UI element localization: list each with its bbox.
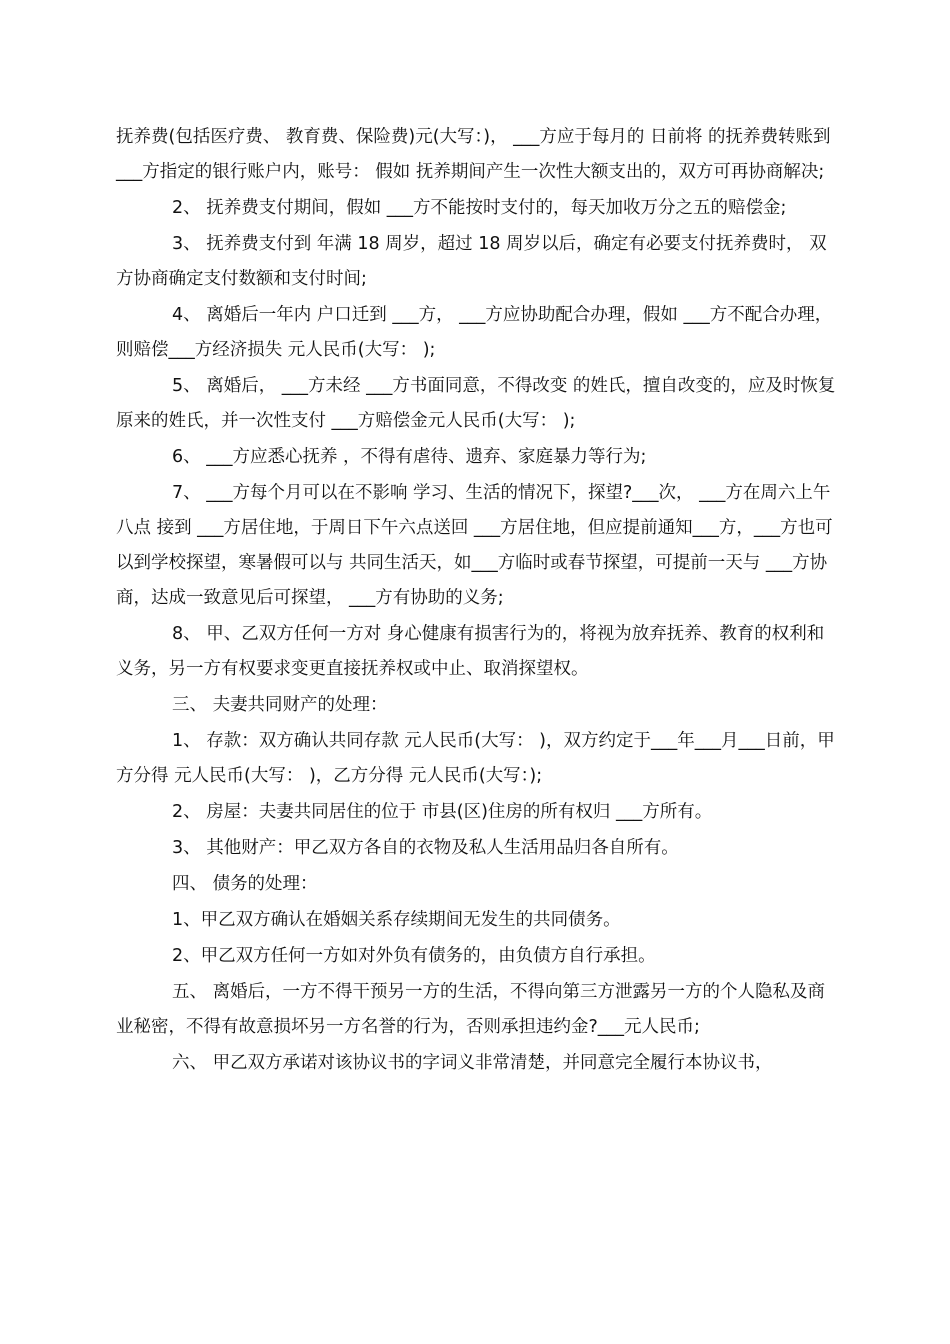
paragraph-clause-2-late-payment: 2、 抚养费支付期间，假如 ___方不能按时支付的，每天加收万分之五的赔偿金; [172, 198, 787, 218]
paragraph-clause-4-household-registration: 4、 离婚后一年内 户口迁到 ___方， ___方应协助配合办理，假如 ___方不配合办理，则赔偿___方经济损失 元人民币(大写： ); [116, 305, 833, 360]
section-commitment: 六、 甲乙双方承诺对该协议书的字词义非常清楚，并同意完全履行本协议书， [172, 1053, 773, 1073]
document-body [116, 120, 836, 1081]
paragraph-debts-joint: 1、甲乙双方确认在婚姻关系存续期间无发生的共同债务。 [172, 910, 621, 930]
paragraph-debts-individual: 2、甲乙双方任何一方如对外负有债务的，由负债方自行承担。 [172, 946, 656, 966]
paragraph-clause-6-care: 6、 ___方应悉心抚养 ，不得有虐待、遗弃、家庭暴力等行为; [172, 447, 647, 467]
section-heading-debts: 四、 债务的处理： [172, 874, 318, 894]
paragraph-clause-3-support-duration: 3、 抚养费支付到 年满 18 周岁，超过 18 周岁以后，确定有必要支付抚养费时， 双方协商确定支付数额和支付时间; [116, 234, 827, 289]
paragraph-clause-5-surname: 5、 离婚后， ___方未经 ___方书面同意，不得改变 的姓氏，擅自改变的，应及时恢复原来的姓氏，并一次性支付 ___方赔偿金元人民币(大写： ); [116, 376, 836, 431]
paragraph-clause-7-visitation: 7、 ___方每个月可以在不影响 学习、生活的情况下，探望?___次， ___方在周六上午八点 接到 ___方居住地，于周日下午六点送回 ___方居住地，但应提前通知___方，___方也可以到学校探望，寒暑假可以与 共同生活天，如___方临时或春节探望，可提前一天与 ___方协商，达成一致意见后可探望， ___方有协助的义务; [116, 483, 833, 608]
paragraph-property-other: 3、 其他财产：甲乙双方各自的衣物及私人生活用品归各自所有。 [172, 838, 679, 858]
section-privacy: 五、 离婚后，一方不得干预另一方的生活，不得向第三方泄露另一方的个人隐私及商业秘密，不得有故意损坏另一方名誉的行为，否则承担违约金?___元人民币; [116, 982, 826, 1037]
paragraph-property-housing: 2、 房屋：夫妻共同居住的位于 市县(区)住房的所有权归 ___方所有。 [172, 802, 713, 822]
paragraph-clause-8-harm: 8、 甲、乙双方任何一方对 身心健康有损害行为的，将视为放弃抚养、教育的权利和义务，另一方有权要求变更直接抚养权或中止、取消探望权。 [116, 624, 825, 679]
section-heading-joint-property: 三、 夫妻共同财产的处理： [172, 695, 388, 715]
paragraph-child-support-payment: 抚养费(包括医疗费、 教育费、保险费)元(大写：)， ___方应于每月的 日前将 的抚养费转账到___方指定的银行账户内，账号： 假如 抚养期间产生一次性大额支出的，双方可再协商解决; [116, 127, 831, 182]
paragraph-property-deposits: 1、 存款：双方确认共同存款 元人民币(大写： )，双方约定于___年___月___日前，甲方分得 元人民币(大写： )，乙方分得 元人民币(大写：); [116, 731, 835, 786]
